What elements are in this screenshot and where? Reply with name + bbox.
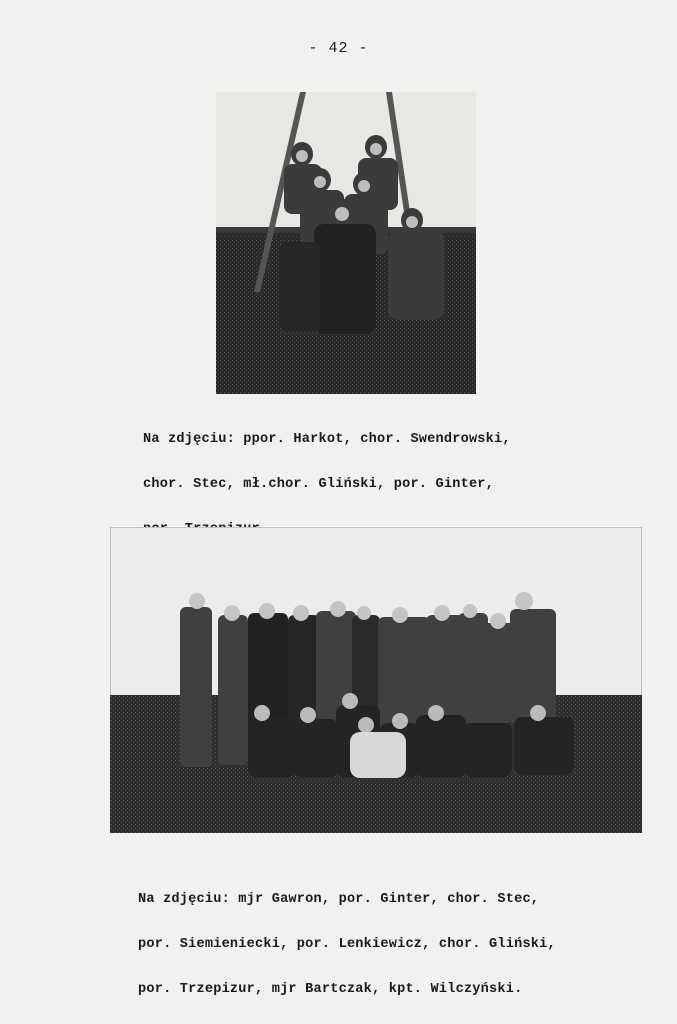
caption-line: Na zdjęciu: mjr Gawron, por. Ginter, chor. Stec, xyxy=(138,892,540,907)
caption-line: Na zdjęciu: ppor. Harkot, chor. Swendrowski, xyxy=(143,432,511,447)
photo-group-field xyxy=(110,527,642,833)
caption-line: por. Siemieniecki, por. Lenkiewicz, chor. Gliński, xyxy=(138,937,556,952)
photo-group-tripod xyxy=(216,92,476,394)
caption-line: por. Trzepizur, mjr Bartczak, kpt. Wilczyński. xyxy=(138,982,523,997)
page-number: - 42 - xyxy=(308,40,369,57)
caption-line: chor. Stec, mł.chor. Gliński, por. Ginter, xyxy=(143,477,495,492)
photo-2-caption xyxy=(138,862,556,1012)
